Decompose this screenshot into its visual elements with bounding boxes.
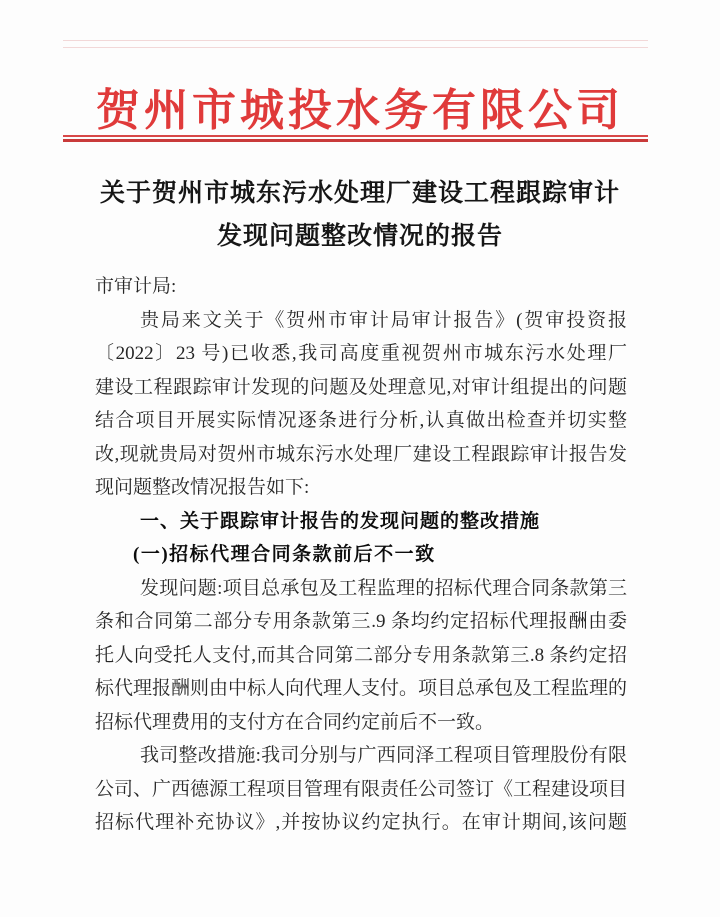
document-line: 标代理报酬则由中标人向代理人支付。项目总承包及工程监理的	[95, 678, 628, 699]
salutation: 市审计局:	[95, 276, 177, 297]
document-line: 招标代理费用的支付方在合同约定前后不一致。	[95, 711, 495, 733]
document-title	[45, 172, 675, 258]
section-heading-level1: 一、关于跟踪审计报告的发现问题的整改措施	[140, 510, 541, 532]
letterhead-faint-rule-top	[63, 40, 648, 41]
letterhead-double-rule	[63, 135, 648, 142]
document-line: 托人向受托人支付,而其合同第二部分专用条款第三.8 条约定招	[95, 644, 627, 666]
letterhead-faint-rule-bottom	[63, 47, 648, 48]
document-line: 我司整改措施:我司分别与广西同泽工程项目管理股份有限	[140, 745, 627, 766]
section-heading-level2: (一)招标代理合同条款前后不一致	[133, 544, 436, 565]
document-line: 公司、广西德源工程项目管理有限责任公司签订《工程建设项目	[95, 778, 628, 800]
document-line: 〔2022〕23 号)已收悉,我司高度重视贺州市城东污水处理厂	[95, 343, 627, 364]
document-body	[95, 270, 627, 840]
document-line: 贵局来文关于《贺州市审计局审计报告》(贺审投资报	[140, 309, 627, 331]
document-body-lines	[95, 304, 627, 840]
letterhead-company-name: 贺州市城投水务有限公司	[96, 86, 624, 135]
document-line: 现问题整改情况报告如下:	[95, 477, 310, 498]
document-title-line2: 发现问题整改情况的报告	[216, 223, 503, 250]
document-line: 改,现就贵局对贺州市城东污水处理厂建设工程跟踪审计报告发	[95, 443, 627, 465]
document-title-line1: 关于贺州市城东污水处理厂建设工程跟踪审计	[99, 180, 620, 207]
document-line: 建设工程跟踪审计发现的问题及处理意见,对审计组提出的问题	[95, 376, 627, 398]
document-line: 招标代理补充协议》,并按协议约定执行。在审计期间,该问题	[95, 812, 627, 833]
document-line: 条和合同第二部分专用条款第三.9 条均约定招标代理报酬由委	[95, 611, 627, 632]
document-line: 发现问题:项目总承包及工程监理的招标代理合同条款第三	[140, 577, 627, 599]
document-line: 结合项目开展实际情况逐条进行分析,认真做出检查并切实整	[95, 410, 627, 431]
